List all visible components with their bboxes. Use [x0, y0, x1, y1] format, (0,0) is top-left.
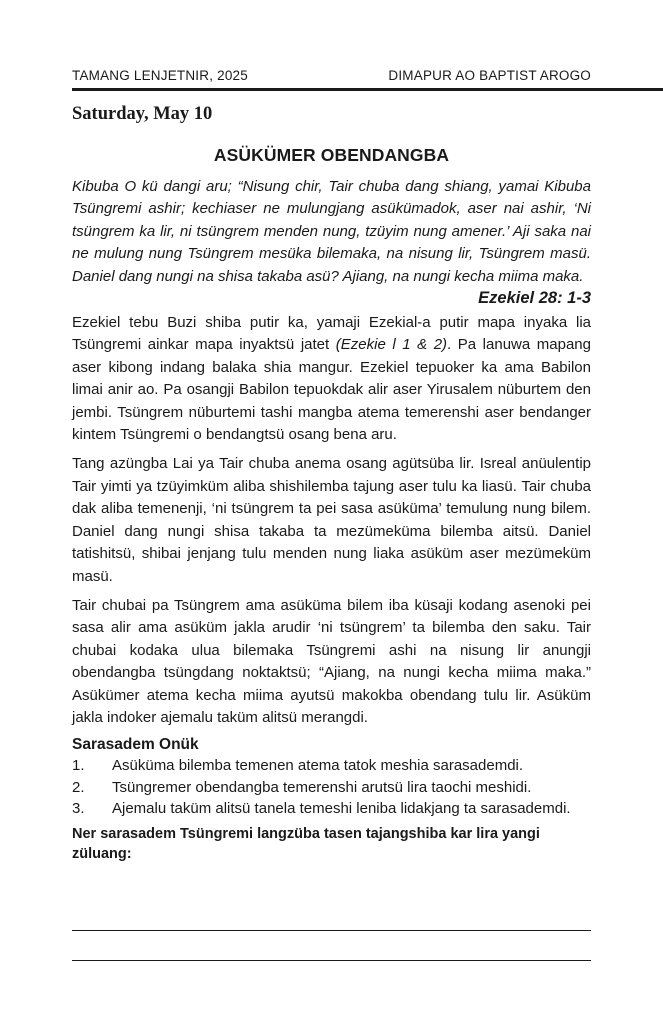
prayer-prompt: Ner sarasadem Tsüngremi langzüba tasen tajangshiba kar lira yangi züluang: [72, 825, 540, 862]
body-paragraph-2: Tang azüngba Lai ya Tair chuba anema osang agütsüba lir. Isreal anüulentip Tair yimti ya tzüyimküm aliba shishilemba tajung aser tulu ka liasü. Tair chuba dak aliba temenenji, ‘ni tsüngrem ta pei sasa asüküma’ temulung nung bilem. Daniel dang nungi shisa takaba ta mezümeküma bilemba aitsü. Daniel tatishitsü, shibai jenjang tulu menden nung liaka asüküm aser mezümeküm masü. [72, 455, 591, 585]
devotion-title: ASÜKÜMER OBENDANGBA [213, 145, 450, 165]
paragraph-1-text-cont: . Pa lanuwa mapang aser kibong indang balaka shia mangur. Ezekiel tepuoker ka ama Babilon limai anir ao. Pa osangji Babilon tepuokdak alir aser Yirusalem nüburtem den jembi. Tsüngrem nüburtemi tashi mangba atema temerenshi aser bendanger kintem Tsüngremi o bendangtsü osang bena aru. [72, 336, 591, 444]
prayer-item-number: 1. [72, 757, 85, 775]
prayer-item-number: 3. [72, 800, 85, 818]
prayer-item [72, 798, 591, 820]
writing-line[interactable] [72, 930, 591, 931]
paragraph-1-citation: (Ezekie l 1 & 2) [335, 336, 448, 354]
running-header [72, 68, 591, 83]
scripture-verse: Kibuba O kü dangi aru; “Nisung chir, Tair chuba dang shiang, yamai Kibuba Tsüngremi ashir; kechiaser ne mulungjang asükümadok, aser nai ashir, ‘Ni tsüngrem ka lir, ni tsüngrem menden nung, tzüyim nung amener.’ Aji saka nai ne mulung nung Tsüngrem mesüka bilemaka, na nisung lir, Tsüngrem masü. Daniel dang nungi na shisa takaba asü? Ajiang, na nungi kecha miima maka. [72, 178, 591, 285]
header-rule [72, 88, 663, 91]
prayer-item-number: 2. [72, 778, 85, 796]
devotion-date: Saturday, May 10 [72, 104, 213, 124]
prayer-heading: Sarasadem Onük [72, 736, 199, 754]
body-paragraph-3: Tair chubai pa Tsüngrem ama asüküma bilem iba küsaji kodang asenoki pei sasa alir ama asüküm jakla arudir ‘ni tsüngrem’ ta bilemba den saku. Tair chubai kodaka ulua bilemaka Tsüngremi ashi na nisung lir anungji obendangba tsüngdang noktaktsü; “Ajiang, na nungi kecha miima maka.” Asükümer atema kecha miima ayutsü makokba obendang tulu lir. Asüküm jakla indoker ajemalu taküm alitsü merangdi. [72, 596, 591, 726]
scripture-reference: Ezekiel 28: 1-3 [478, 289, 591, 308]
prayer-item [72, 777, 591, 799]
paragraph-1-text: Ezekiel tebu Buzi shiba putir ka, yamaji Ezekial-a putir mapa inyaka lia Tsüngremi ainkar mapa inyaktsü jatet [72, 314, 591, 354]
writing-line[interactable] [72, 960, 591, 961]
header-book-title: TAMANG LENJETNIR, 2025 [72, 68, 248, 83]
prayer-list [72, 755, 591, 820]
header-publisher: DIMAPUR AO BAPTIST AROGO [388, 68, 591, 83]
body-paragraph-1 [72, 312, 591, 446]
prayer-item [72, 755, 591, 777]
page-content [72, 104, 591, 864]
prayer-item-text: Ajemalu taküm alitsü tanela temeshi leniba lidakjang ta sarasademdi. [112, 800, 571, 818]
prayer-item-text: Asüküma bilemba temenen atema tatok meshia sarasademdi. [112, 757, 524, 775]
prayer-item-text: Tsüngremer obendangba temerenshi arutsü lira taochi meshidi. [112, 778, 532, 796]
